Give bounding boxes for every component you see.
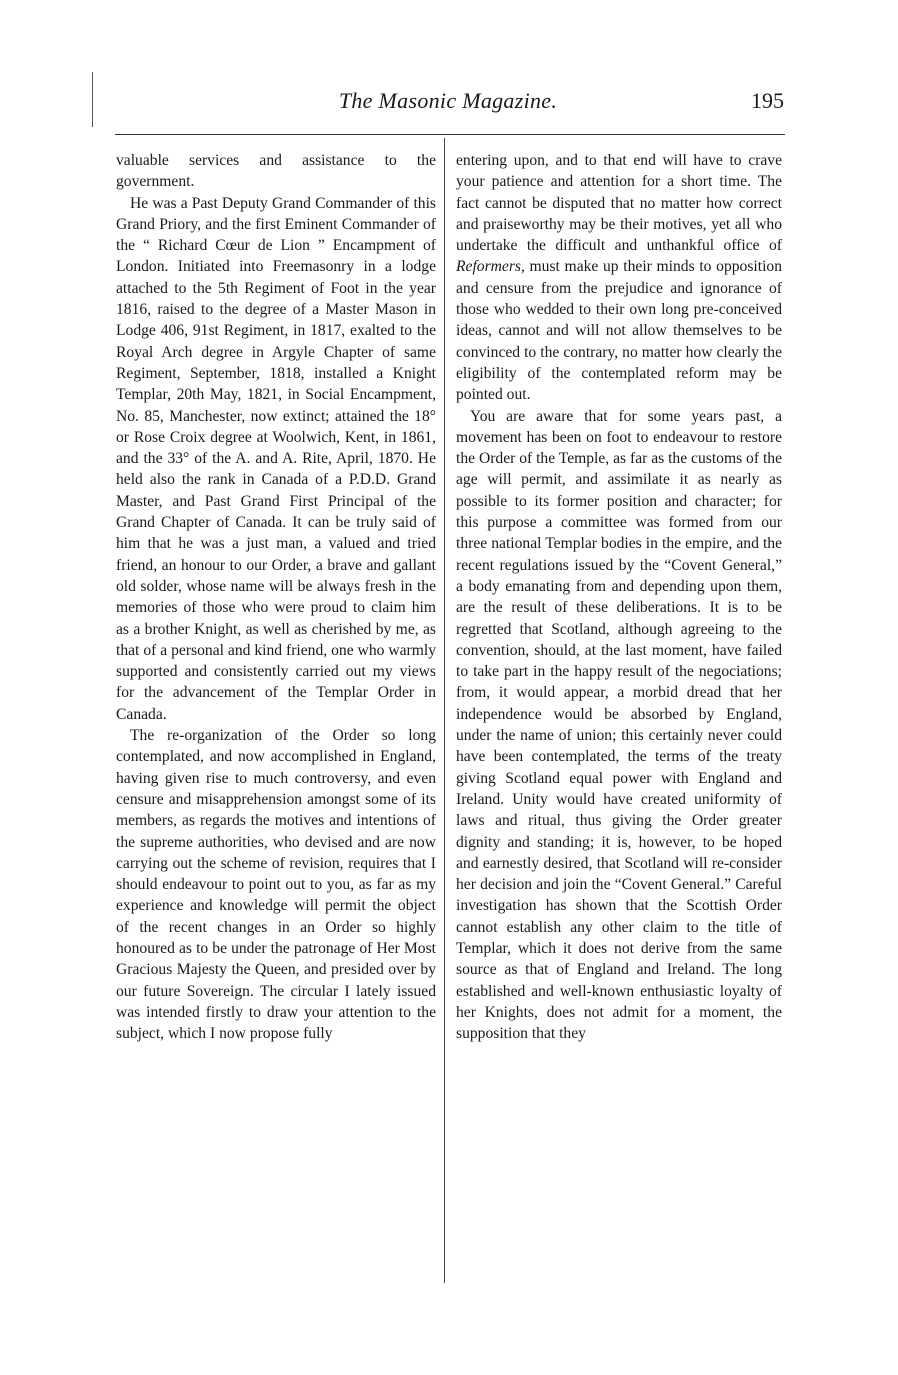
left-column [116,150,436,1044]
left-paragraph-3: The re-organization of the Order so long contemplated, and now accomplished in England, having given rise to much controversy, and even censure and misapprehension amongst some of its members, as regards the motives and intentions of the supreme authorities, who devised and are now carrying out the scheme of revision, requires that I should endeavour to point out to you, as far as my experience and knowledge will permit the object of the recent changes in an Order so highly honoured as to be under the patronage of Her Most Gracious Majesty the Queen, and presided over by our future Sovereign. The circular I lately issued was intended firstly to draw your attention to the subject, which I now propose fully [116,727,436,1043]
right-paragraph-1-start: entering upon, and to that end will have to crave your patience and attention for a short time. The fact cannot be disputed that no matter how correct and praiseworthy may be their motives, yet all who undertake the difficult and unthankful office of [456,152,782,255]
page-header [112,88,784,118]
margin-mark [92,72,93,127]
right-column [456,150,782,1044]
right-paragraph-1 [456,150,782,406]
header-rule [115,134,785,135]
left-paragraph-1: valuable services and assistance to the government. [116,152,436,191]
left-paragraph-2: He was a Past Deputy Grand Commander of this Grand Priory, and the first Eminent Commander of the “ Richard Cœur de Lion ” Encampment of London. Initiated into Freemasonry in a lodge attached to the 5th Regiment of Foot in the year 1816, raised to the degree of a Master Mason in Lodge 406, 91st Regiment, in 1817, exalted to the Royal Arch degree in Argyle Chapter of same Regiment, September, 1818, installed a Knight Templar, 20th May, 1821, in Social Encampment, No. 85, Manchester, now extinct; attained the 18° or Rose Croix degree at Woolwich, Kent, in 1861, and the 33° of the A. and A. Rite, April, 1870. He held also the rank in Canada of a P.D.D. Grand Master, and Past Grand First Principal of the Grand Chapter of Canada. It can be truly said of him that he was a just man, a valued and tried friend, an honour to our Order, a brave and gallant old solder, whose name will be always fresh in the memories of those who were proud to claim him as a brother Knight, as well as cherished by me, as that of a personal and kind friend, one who warmly supported and consistently carried out my views for the advancement of the Templar Order in Canada. [116,194,436,723]
column-divider [444,138,445,1283]
running-title: The Masonic Magazine. [338,88,558,113]
right-paragraph-2: You are aware that for some years past, a movement has been on foot to endeavour to restore the Order of the Temple, as far as the customs of the age will permit, and assimilate it as nearly as possible to its former position and character; for this purpose a committee was formed from our three national Templar bodies in the empire, and the recent regulations issued by the “Covent General,” a body emanating from and depending upon them, are the result of these deliberations. It is to be regretted that Scotland, although agreeing to the convention, should, at the last moment, have failed to take part in the happy result of the negociations; from, it would appear, a morbid dread that her independence would be absorbed by England, under the name of union; this certainly never could have been contemplated, the terms of the treaty giving Scotland equal power with England and Ireland. Unity would have created uniformity of laws and ritual, thus giving the Order greater dignity and standing; it is, however, to be hoped and earnestly desired, that Scotland will re-consider her decision and join the “Covent General.” Careful investigation has shown that the Scottish Order cannot establish any other claim to the title of Templar, which it does not derive from the same source as that of England and Ireland. The long established and well-known enthusiastic loyalty of her Knights, does not admit for a moment, the supposition that they [456,407,782,1043]
right-paragraph-1-end: must make up their minds to opposition and censure from the prejudice and ignorance of those who wedded to their own long pre-conceived ideas, cannot and will not allow themselves to be convinced to the contrary, no matter how clearly the eligibility of the contemplated reform may be pointed out. [456,258,782,404]
page-number: 195 [751,88,784,113]
right-paragraph-1-italic: Reformers, [456,258,525,276]
